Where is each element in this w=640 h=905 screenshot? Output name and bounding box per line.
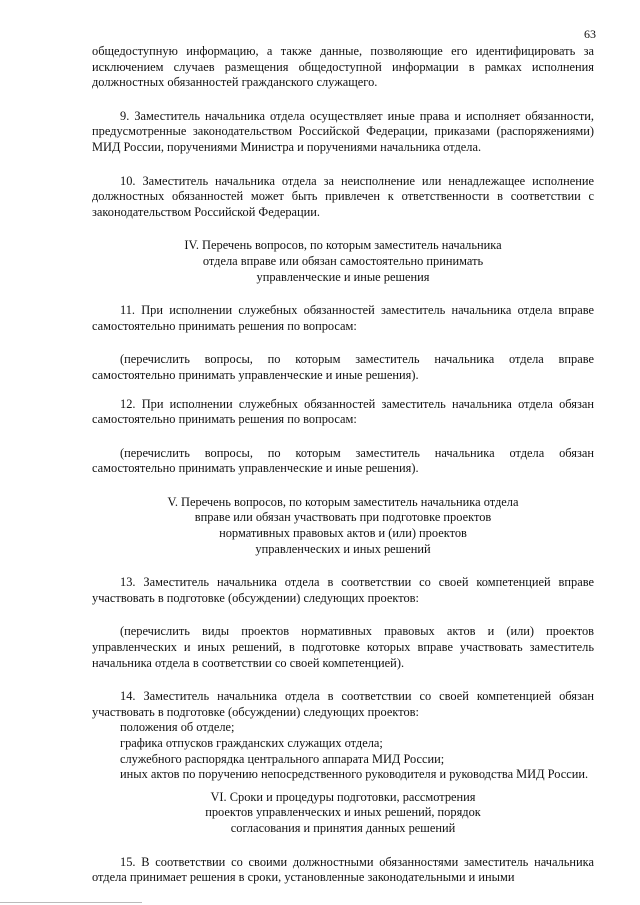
paragraph-11-note: (перечислить вопросы, по которым заместитель начальника отдела вправе самостоятельно принимать управленческие и иные решения). — [92, 352, 594, 382]
paragraph-13: 13. Заместитель начальника отдела в соответствии со своей компетенцией вправе участвовать в подготовке (обсуждении) следующих проектов: — [92, 575, 594, 605]
heading-line: управленческих и иных решений — [255, 541, 431, 556]
list-item: положения об отделе; — [120, 720, 235, 735]
heading-line: IV. Перечень вопросов, по которым заместитель начальника — [184, 238, 502, 253]
paragraph-10: 10. Заместитель начальника отдела за неисполнение или ненадлежащее исполнение должностных обязанностей может быть привлечен к ответственности в соответствии с законодательством Российской Федерации. — [92, 173, 594, 219]
heading-line: VI. Сроки и процедуры подготовки, рассмотрения — [210, 789, 476, 804]
heading-line: нормативных правовых актов и (или) проектов — [219, 526, 467, 541]
section-heading-vi — [92, 790, 594, 837]
paragraph-12: 12. При исполнении служебных обязанностей заместитель начальника отдела обязан самостоятельно принимать решения по вопросам: — [92, 396, 594, 427]
section-heading-iv — [92, 238, 594, 285]
heading-line: проектов управленческих и иных решений, порядок — [205, 805, 481, 820]
list-item: служебного распорядка центрального аппарата МИД России; — [120, 751, 445, 766]
list-item: иных актов по поручению непосредственного руководителя и руководства МИД России. — [120, 767, 589, 782]
heading-line: отдела вправе или обязан самостоятельно принимать — [202, 253, 484, 268]
scan-edge-line — [0, 902, 142, 903]
paragraph-12-note: (перечислить вопросы, по которым заместитель начальника отдела обязан самостоятельно принимать управленческие и иные решения). — [92, 445, 594, 476]
paragraph-intro: общедоступную информацию, а также данные, позволяющие его идентифицировать за исключением случаев размещения общедоступной информации в рамках исполнения должностных обязанностей гражданского служащего. — [92, 44, 594, 90]
heading-line: V. Перечень вопросов, по которым заместитель начальника отдела — [167, 494, 519, 509]
heading-line: согласования и принятия данных решений — [230, 820, 456, 835]
paragraph-13-note: (перечислить виды проектов нормативных правовых актов и (или) проектов управленческих и иных решений, в подготовке которых вправе участвовать заместитель начальника отдела в соответствии со своей компетенцией). — [92, 624, 594, 670]
document-body — [92, 44, 594, 886]
heading-line: управленческие и иные решения — [256, 269, 430, 284]
paragraph-15: 15. В соответствии со своими должностными обязанностями заместитель начальника отдела принимает решения в сроки, установленные законодательными и иными — [92, 854, 594, 885]
heading-line: вправе или обязан участвовать при подготовке проектов — [194, 510, 492, 525]
paragraph-11: 11. При исполнении служебных обязанностей заместитель начальника отдела вправе самостоятельно принимать решения по вопросам: — [92, 303, 594, 333]
page-number: 63 — [584, 27, 596, 41]
paragraph-14: 14. Заместитель начальника отдела в соответствии со своей компетенцией обязан участвовать в подготовке (обсуждении) следующих проектов: — [92, 689, 594, 719]
paragraph-9: 9. Заместитель начальника отдела осуществляет иные права и исполняет обязанности, предусмотренные законодательством Российской Федерации, приказами (распоряжениями) МИД России, поручениями Министра и поручениями начальника отдела. — [92, 108, 594, 154]
list-item: графика отпусков гражданских служащих отдела; — [120, 736, 383, 750]
section-heading-v — [92, 495, 594, 557]
